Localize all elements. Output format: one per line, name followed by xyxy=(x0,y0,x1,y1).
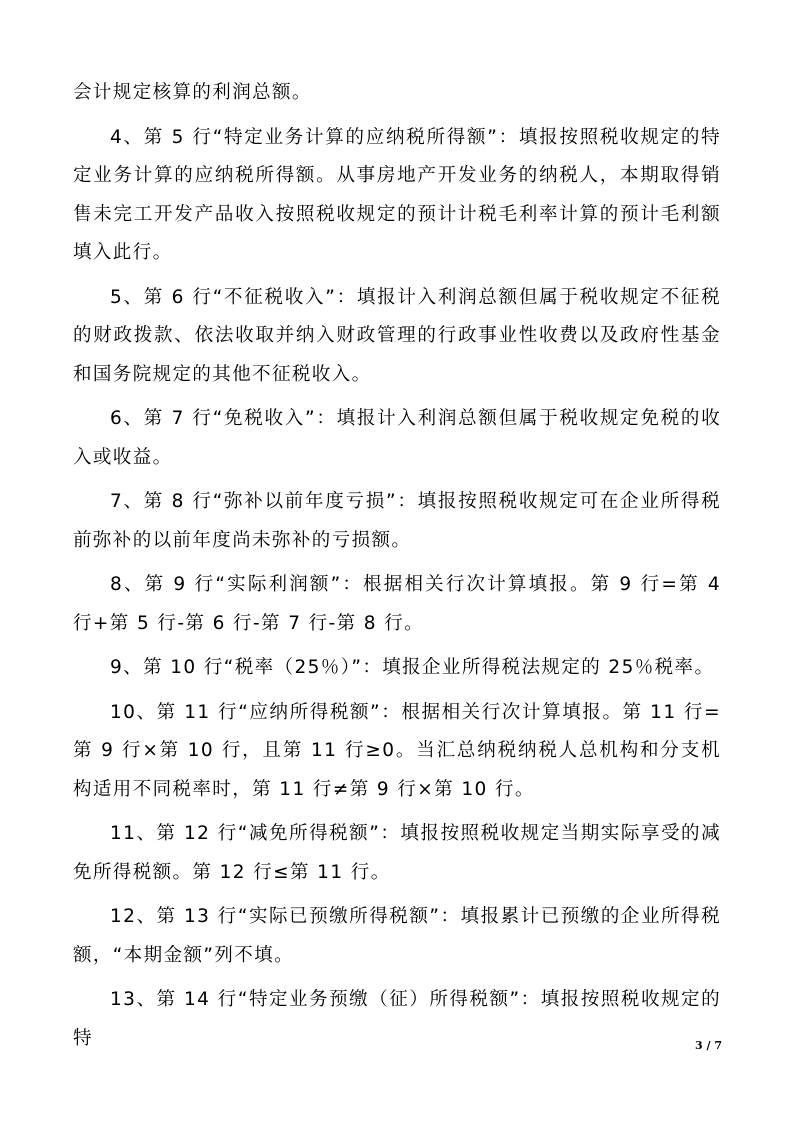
document-body xyxy=(73,74,721,1064)
paragraph-item-12: 12、第 13 行“实际已预缴所得税额”：填报累计已预缴的企业所得税额，“本期金额”列不填。 xyxy=(73,906,721,966)
paragraph-item-4: 4、第 5 行“特定业务计算的应纳税所得额”：填报按照税收规定的特定业务计算的应纳税所得额。从事房地产开发业务的纳税人，本期取得销售未完工开发产品收入按照税收规定的预计计税毛利率计算的预计毛利额填入此行。 xyxy=(73,126,721,263)
paragraph-item-7: 7、第 8 行“弥补以前年度亏损”：填报按照税收规定可在企业所得税前弥补的以前年度尚未弥补的亏损额。 xyxy=(73,491,721,551)
paragraph-continuation: 会计规定核算的利润总额。 xyxy=(73,82,312,103)
page-number: 3 / 7 xyxy=(695,1039,722,1052)
paragraph-item-6: 6、第 7 行“免税收入”：填报计入利润总额但属于税收规定免税的收入或收益。 xyxy=(73,408,721,468)
paragraph-item-10: 10、第 11 行“应纳所得税额”：根据相关行次计算填报。第 11 行=第 9 行×第 10 行，且第 11 行≥0。当汇总纳税纳税人总机构和分支机构适用不同税率时，第 11 行≠第 9 行×第 10 行。 xyxy=(73,701,721,800)
paragraph-item-8: 8、第 9 行“实际利润额”：根据相关行次计算填报。第 9 行=第 4 行+第 5 行-第 6 行-第 7 行-第 8 行。 xyxy=(73,574,721,634)
paragraph-item-11: 11、第 12 行“减免所得税额”：填报按照税收规定当期实际享受的减免所得税额。第 12 行≤第 11 行。 xyxy=(73,823,721,883)
paragraph-item-5: 5、第 6 行“不征税收入”：填报计入利润总额但属于税收规定不征税的财政拨款、依法收取并纳入财政管理的行政事业性收费以及政府性基金和国务院规定的其他不征税收入。 xyxy=(73,286,721,385)
paragraph-item-9: 9、第 10 行“税率（25％）”：填报企业所得税法规定的 25％税率。 xyxy=(110,657,715,678)
paragraph-item-13: 13、第 14 行“特定业务预缴（征）所得税额”：填报按照税收规定的特 xyxy=(73,989,721,1049)
